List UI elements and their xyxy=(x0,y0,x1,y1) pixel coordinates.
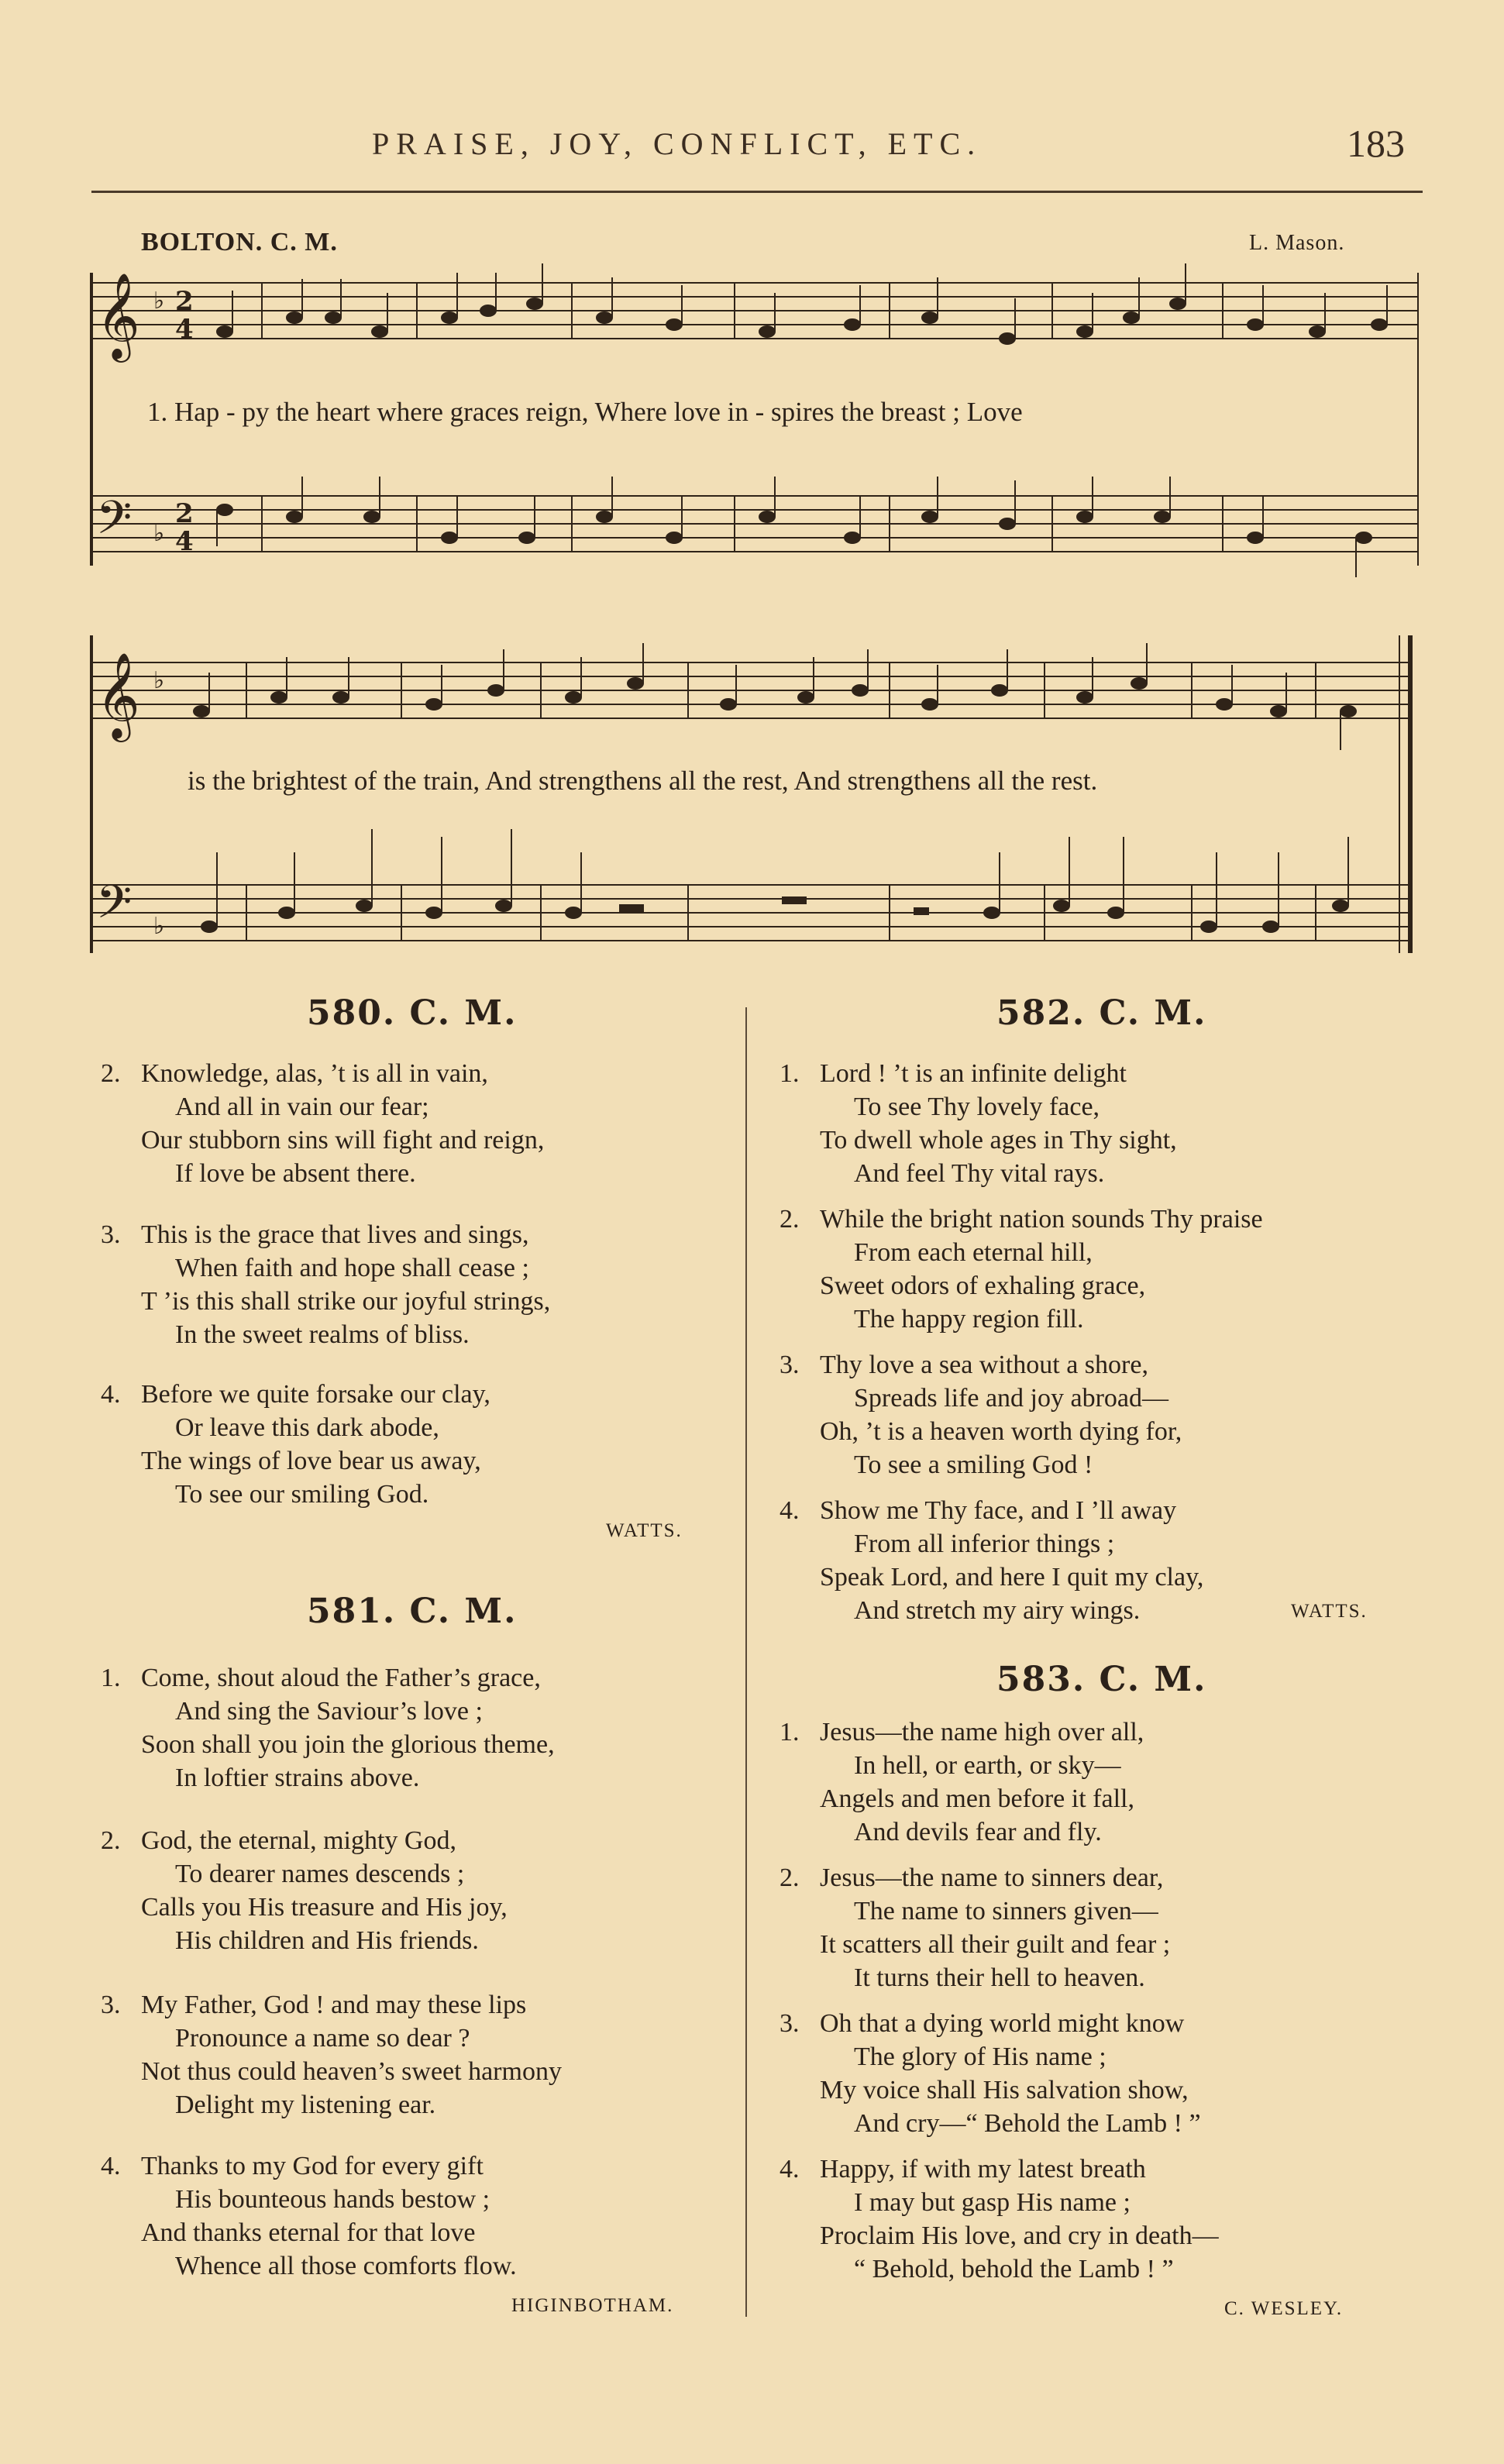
hymn-581-author: HIGINBOTHAM. xyxy=(511,2295,674,2316)
page-number: 183 xyxy=(1347,122,1405,165)
stanza-line: This is the grace that lives and sings, xyxy=(141,1220,529,1249)
stanza-line: Our stubborn sins will fight and reign, xyxy=(141,1126,545,1155)
stanza-line: Show me Thy face, and I ’ll away xyxy=(820,1496,1177,1525)
hymn-583-stanza-4 xyxy=(780,2153,1219,2286)
stanza-line: And sing the Saviour’s love ; xyxy=(175,1697,483,1726)
stanza-line: Thanks to my God for every gift xyxy=(141,2152,484,2180)
svg-text:♭: ♭ xyxy=(153,287,165,315)
hymn-580-heading: 580. C. M. xyxy=(307,993,518,1033)
stanza-line: And devils fear and fly. xyxy=(854,1818,1102,1846)
stanza-line: Come, shout aloud the Father’s grace, xyxy=(141,1664,541,1692)
stanza-line: T ’is this shall strike our joyful strings, xyxy=(141,1287,551,1316)
stanza-line: Proclaim His love, and cry in death— xyxy=(820,2221,1219,2250)
stanza-number: 2. xyxy=(780,1205,800,1234)
stanza-line: His bounteous hands bestow ; xyxy=(175,2185,490,2214)
svg-text:♭: ♭ xyxy=(153,913,165,940)
stanza-line: Oh, ’t is a heaven worth dying for, xyxy=(820,1417,1182,1446)
stanza-line: When faith and hope shall cease ; xyxy=(175,1254,529,1282)
stanza-line: Spreads life and joy abroad— xyxy=(854,1384,1168,1413)
stanza-line: From each eternal hill, xyxy=(854,1238,1093,1267)
stanza-line: If love be absent there. xyxy=(175,1159,416,1188)
stanza-line: Jesus—the name to sinners dear, xyxy=(820,1863,1164,1892)
stanza-number: 4. xyxy=(101,1380,121,1409)
stanza-number: 3. xyxy=(780,2009,800,2038)
stanza-number: 3. xyxy=(101,1991,121,2019)
stanza-line: Calls you His treasure and His joy, xyxy=(141,1893,508,1922)
stanza-line: Not thus could heaven’s sweet harmony xyxy=(141,2057,562,2086)
hymn-580-stanza-2 xyxy=(101,1057,544,1190)
stanza-line: To see our smiling God. xyxy=(175,1480,429,1509)
svg-text:𝄞: 𝄞 xyxy=(96,272,140,359)
stanza-line: “ Behold, behold the Lamb ! ” xyxy=(854,2255,1174,2283)
svg-text:♭: ♭ xyxy=(153,667,165,694)
hymn-580-stanza-4 xyxy=(101,1378,490,1511)
stanza-line: Knowledge, alas, ’t is all in vain, xyxy=(141,1059,488,1088)
stanza-number: 4. xyxy=(780,2155,800,2184)
stanza-line: From all inferior things ; xyxy=(854,1530,1115,1558)
composer-name: L. Mason. xyxy=(1249,231,1345,255)
hymn-583-stanza-1 xyxy=(780,1716,1144,1849)
stanza-line: And feel Thy vital rays. xyxy=(854,1159,1105,1188)
stanza-line: I may but gasp His name ; xyxy=(854,2188,1131,2217)
stanza-line: Speak Lord, and here I quit my clay, xyxy=(820,1563,1204,1592)
stanza-line: Pronounce a name so dear ? xyxy=(175,2024,470,2053)
stanza-number: 2. xyxy=(101,1059,121,1088)
stanza-line: To dwell whole ages in Thy sight, xyxy=(820,1126,1177,1155)
stanza-number: 2. xyxy=(780,1863,800,1892)
hymn-583-stanza-3 xyxy=(780,2007,1201,2140)
stanza-line: And all in vain our fear; xyxy=(175,1093,429,1121)
stanza-line: And stretch my airy wings. xyxy=(854,1596,1141,1625)
hymn-583-stanza-2 xyxy=(780,1861,1170,1994)
stanza-line: And thanks eternal for that love xyxy=(141,2218,476,2247)
svg-text:𝄢: 𝄢 xyxy=(96,490,133,556)
tune-name: BOLTON. C. M. xyxy=(141,228,338,256)
svg-text:𝄞: 𝄞 xyxy=(96,652,140,738)
stanza-number: 4. xyxy=(780,1496,800,1525)
stanza-line: To see a smiling God ! xyxy=(854,1451,1093,1479)
stanza-line: To see Thy lovely face, xyxy=(854,1093,1100,1121)
lyric-line-first-system: 1. Hap - py the heart where graces reign, Where love in - spires the breast ; Love xyxy=(147,397,1023,427)
stanza-line: Sweet odors of exhaling grace, xyxy=(820,1272,1146,1300)
stanza-number: 4. xyxy=(101,2152,121,2180)
hymn-582-stanza-2 xyxy=(780,1203,1263,1336)
hymn-580-author: WATTS. xyxy=(606,1520,683,1541)
stanza-number: 3. xyxy=(780,1351,800,1379)
stanza-line: God, the eternal, mighty God, xyxy=(141,1826,456,1855)
stanza-line: Oh that a dying world might know xyxy=(820,2009,1185,2038)
stanza-number: 1. xyxy=(780,1059,800,1088)
hymn-580-stanza-3 xyxy=(101,1218,550,1351)
hymn-582-heading: 582. C. M. xyxy=(996,993,1207,1033)
stanza-line: My voice shall His salvation show, xyxy=(820,2076,1189,2104)
hymn-582-author: WATTS. xyxy=(1291,1601,1368,1622)
hymn-583-author: C. WESLEY. xyxy=(1224,2298,1344,2319)
stanza-number: 1. xyxy=(101,1664,121,1692)
stanza-number: 3. xyxy=(101,1220,121,1249)
stanza-line: The wings of love bear us away, xyxy=(141,1447,481,1475)
stanza-line: Happy, if with my latest breath xyxy=(820,2155,1146,2184)
svg-text:4: 4 xyxy=(175,526,194,557)
svg-text:4: 4 xyxy=(175,314,194,345)
stanza-line: It turns their hell to heaven. xyxy=(854,1963,1145,1992)
hymn-582-stanza-1 xyxy=(780,1057,1177,1190)
svg-text:2: 2 xyxy=(175,498,194,529)
stanza-line: In hell, or earth, or sky— xyxy=(854,1751,1121,1780)
stanza-line: It scatters all their guilt and fear ; xyxy=(820,1930,1171,1959)
running-title: PRAISE, JOY, CONFLICT, ETC. xyxy=(372,126,983,161)
hymn-581-stanza-2 xyxy=(101,1824,508,1957)
stanza-line: Jesus—the name high over all, xyxy=(820,1718,1144,1746)
stanza-line: Delight my listening ear. xyxy=(175,2091,436,2119)
stanza-line: To dearer names descends ; xyxy=(175,1860,465,1888)
stanza-line: Whence all those comforts flow. xyxy=(175,2252,517,2280)
hymn-581-stanza-4 xyxy=(101,2149,517,2283)
stanza-line: My Father, God ! and may these lips xyxy=(141,1991,527,2019)
svg-text:𝄢: 𝄢 xyxy=(96,875,133,940)
stanza-line: Lord ! ’t is an infinite delight xyxy=(820,1059,1127,1088)
stanza-line: Before we quite forsake our clay, xyxy=(141,1380,490,1409)
stanza-line: The name to sinners given— xyxy=(854,1897,1158,1925)
hymn-581-stanza-3 xyxy=(101,1988,562,2122)
stanza-number: 2. xyxy=(101,1826,121,1855)
stanza-line: Soon shall you join the glorious theme, xyxy=(141,1730,555,1759)
stanza-line: Thy love a sea without a shore, xyxy=(820,1351,1148,1379)
stanza-line: The happy region fill. xyxy=(854,1305,1084,1334)
stanza-line: While the bright nation sounds Thy praise xyxy=(820,1205,1263,1234)
svg-text:♭: ♭ xyxy=(153,520,165,547)
hymn-582-stanza-4 xyxy=(780,1494,1203,1627)
stanza-line: His children and His friends. xyxy=(175,1926,479,1955)
hymn-582-stanza-3 xyxy=(780,1348,1182,1481)
stanza-line: In the sweet realms of bliss. xyxy=(175,1320,470,1349)
music-score xyxy=(0,0,1504,976)
stanza-line: And cry—“ Behold the Lamb ! ” xyxy=(854,2109,1201,2138)
lyric-line-second-system: is the brightest of the train, And strengthens all the rest, And strengthens all the rest. xyxy=(188,766,1098,796)
hymn-581-stanza-1 xyxy=(101,1661,555,1795)
svg-text:2: 2 xyxy=(175,286,194,317)
hymn-583-heading: 583. C. M. xyxy=(996,1660,1207,1699)
stanza-line: The glory of His name ; xyxy=(854,2042,1106,2071)
stanza-number: 1. xyxy=(780,1718,800,1746)
column-divider xyxy=(745,1007,747,2317)
stanza-line: Or leave this dark abode, xyxy=(175,1413,439,1442)
stanza-line: In loftier strains above. xyxy=(175,1764,420,1792)
stanza-line: Angels and men before it fall, xyxy=(820,1784,1134,1813)
hymn-581-heading: 581. C. M. xyxy=(307,1592,518,1631)
